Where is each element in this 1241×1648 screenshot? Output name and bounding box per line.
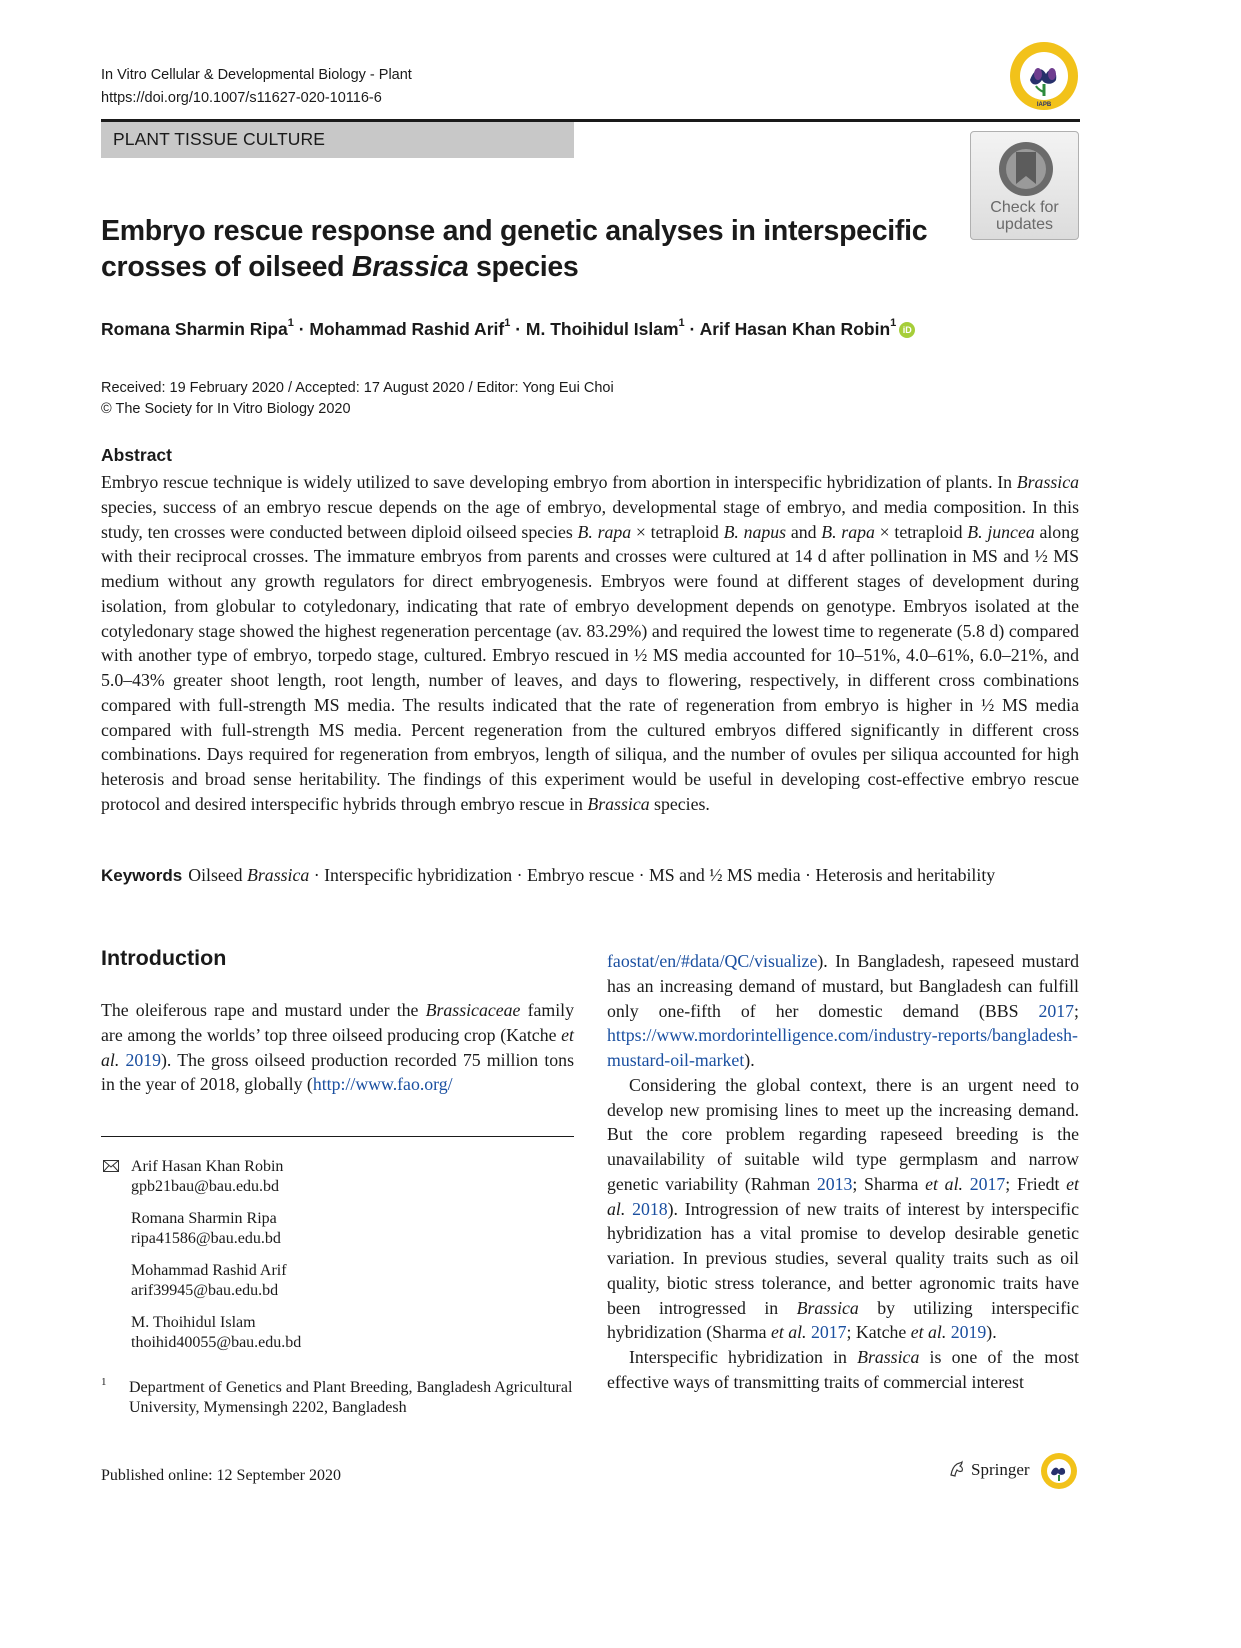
- contact-list: [131, 1157, 301, 1365]
- doi-link[interactable]: https://doi.org/10.1007/s11627-020-10116-6: [101, 90, 382, 106]
- abstract-italic: B. napus: [723, 521, 787, 542]
- body-text: family are among the worlds’ top three oilseed producing crop (Katche: [101, 1000, 574, 1045]
- abstract-text: × tetraploid: [631, 521, 724, 542]
- citation-link[interactable]: 2019: [950, 1322, 987, 1343]
- abstract-italic: Brassica: [587, 793, 650, 814]
- footnote-rule: [101, 1136, 574, 1137]
- author-affiliation: 1: [678, 317, 685, 329]
- author-list: Romana Sharmin Ripa$^1$ · Mohammad Rashid Arif$^1$ · M. Thoihidul Islam$^1$ · Arif Hasan Khan Robin$^1$iD: [101, 319, 915, 340]
- keyword-separator: ·: [309, 865, 325, 885]
- affiliation: Department of Genetics and Plant Breeding, Bangladesh Agricultural University, Mymensingh 2202, Bangladesh: [129, 1379, 573, 1416]
- keyword-separator: ·: [800, 865, 816, 885]
- abstract-text: species, success of an embryo rescue depends on the age of embryo, developmental stage of embryo, and media composition. In this study, ten crosses were conducted between diploid oilseed species: [101, 496, 1079, 542]
- abstract-text: and: [786, 521, 822, 542]
- body-italic: Brassicaceae: [425, 1000, 521, 1020]
- orcid-icon[interactable]: iD: [899, 322, 915, 338]
- citation-link[interactable]: 2017: [1038, 1000, 1075, 1021]
- body-text: ).: [744, 1050, 755, 1070]
- check-for-updates-badge[interactable]: [970, 131, 1079, 240]
- body-text: by utilizing interspecific hybridization (Sharma: [607, 1297, 1079, 1343]
- crossmark-icon: [997, 140, 1055, 198]
- contact-email[interactable]: arif39945@bau.edu.bd: [131, 1282, 279, 1299]
- body-text: is one of the most effective ways of transmitting traits of commercial interest: [607, 1347, 1079, 1392]
- author-affiliation: 1: [287, 317, 294, 329]
- iapb-logo: [1008, 40, 1080, 112]
- body-italic: Brassica: [857, 1347, 920, 1367]
- body-italic: et al.: [925, 1173, 963, 1194]
- body-text: ; Friedt: [1005, 1173, 1067, 1194]
- abstract-heading: Abstract: [101, 445, 172, 465]
- paragraph: [607, 949, 1079, 1073]
- fao-link[interactable]: http://www.fao.org/: [312, 1074, 453, 1095]
- body-text: The oleiferous rape and mustard under the: [101, 1000, 426, 1020]
- journal-header: [101, 64, 412, 110]
- citation-link[interactable]: 2017: [969, 1173, 1006, 1194]
- keyword: Embryo rescue: [527, 865, 635, 885]
- paragraph: [607, 1073, 1079, 1345]
- check-updates-line2: updates: [996, 216, 1053, 233]
- body-text: ).: [986, 1322, 997, 1343]
- contact-name: Romana Sharmin Ripa: [131, 1210, 277, 1227]
- contact-item: [131, 1209, 301, 1249]
- body-text: ). Introgression of new traits of interest by interspecific hybridization has a vital promise to develop desirable genetic variation. In previous studies, several quality traits such as oil quality, biotic stress tolerance, and better agronomic traits have been introgressed in: [607, 1198, 1079, 1318]
- author-name[interactable]: Arif Hasan Khan Robin: [699, 319, 891, 339]
- keyword: Heterosis and heritability: [815, 865, 996, 885]
- body-italic: et al.: [607, 1173, 1079, 1219]
- contact-email[interactable]: gpb21bau@bau.edu.bd: [131, 1178, 280, 1195]
- contact-email[interactable]: thoihid40055@bau.edu.bd: [131, 1334, 302, 1351]
- check-updates-line1: Check for: [990, 199, 1059, 216]
- keywords: [101, 865, 995, 886]
- contact-item: [131, 1157, 301, 1197]
- published-date: Published online: 12 September 2020: [101, 1467, 341, 1484]
- keyword: MS and ½ MS media: [648, 865, 801, 885]
- introduction-left-column: [101, 998, 574, 1097]
- author-name[interactable]: M. Thoihidul Islam: [525, 319, 679, 339]
- abstract-text: along with their reciprocal crosses. The immature embryos from parents and crosses were cultured at 14 d after pollination in MS and ½ MS medium without any growth regulators for direct embryogenesis. Embryos were found at different stages of development during isolation, from globular to cotyledonary, indicating that rate of embryo development depends on genotype. Embryos isolated at the cotyledonary stage showed the highest regeneration percentage (av. 83.29%) and required the lowest time to regenerate (5.8 d) compared with another type of embryo, torpedo stage, cultured. Embryo rescued in ½ MS media accounted for 10–51%, 4.0–61%, 6.0–21%, and 5.0–43% greater shoot length, root length, number of leaves, and days to flowering, respectively, in different cross combinations compared with full-strength MS media. The results indicated that the rate of regeneration from embryo is higher in ½ MS media compared with full-strength MS media. Percent regeneration from the cultured embryos differed significantly in different cross combinations. Days required for regeneration from embryos, length of siliqua, and the number of ovules per siliqua accounted for high heterosis and broad sense heritability. The findings of this experiment would be useful in developing cost-effective embryo rescue protocol and desired interspecific hybrids through embryo rescue in: [101, 521, 1079, 814]
- keyword-separator: ·: [634, 865, 649, 885]
- citation-link[interactable]: 2013: [816, 1173, 853, 1194]
- introduction-heading: Introduction: [101, 946, 227, 970]
- abstract-body: [101, 470, 1079, 817]
- copyright-icon: ©: [101, 401, 112, 417]
- body-italic: et al.: [910, 1322, 947, 1343]
- title-part1: Embryo rescue response and genetic analyses in interspecific crosses of oilseed: [101, 215, 928, 283]
- body-italic: et al.: [770, 1322, 807, 1343]
- iapb-small-logo: [1040, 1452, 1078, 1490]
- body-text: ). The gross oilseed production recorded 75 million tons in the year of 2018, globally (: [101, 1049, 574, 1095]
- author-affiliation: 1: [504, 317, 511, 329]
- keyword: Interspecific hybridization: [324, 865, 513, 885]
- title-part2: species: [468, 251, 579, 283]
- abstract-text: species.: [649, 793, 710, 814]
- introduction-right-column: [607, 949, 1079, 1395]
- body-text: ;: [1074, 1000, 1079, 1021]
- contact-name: Mohammad Rashid Arif: [131, 1262, 287, 1279]
- body-italic: et al.: [101, 1024, 574, 1070]
- contact-item: [131, 1313, 301, 1353]
- article-dates: [101, 378, 614, 420]
- keywords-label: Keywords: [101, 866, 183, 885]
- iapb-logo-text: IAPB: [1036, 102, 1052, 108]
- abstract-italic: Brassica: [1016, 472, 1079, 492]
- contact-item: [131, 1261, 301, 1301]
- citation-link[interactable]: 2018: [632, 1198, 668, 1219]
- journal-name: In Vitro Cellular & Developmental Biology - Plant: [101, 67, 412, 83]
- keyword-text: Oilseed: [188, 865, 248, 885]
- abstract-italic: B. rapa: [577, 521, 632, 542]
- citation-link[interactable]: 2017: [810, 1322, 847, 1343]
- article-title: [101, 213, 971, 285]
- section-tag: [101, 122, 574, 158]
- copyright-text: The Society for In Vitro Biology 2020: [115, 401, 351, 417]
- springer-brand: [948, 1460, 1030, 1480]
- mordor-link[interactable]: https://www.mordorintelligence.com/industry-reports/bangladesh-mustard-oil-market: [607, 1025, 1078, 1070]
- springer-label: Springer: [971, 1460, 1030, 1479]
- abstract-italic: B. juncea: [967, 521, 1035, 542]
- author-affiliation: 1: [890, 317, 897, 329]
- fao-link-continued[interactable]: faostat/en/#data/QC/visualize: [607, 951, 818, 971]
- author-name[interactable]: Romana Sharmin Ripa: [101, 319, 288, 339]
- abstract-italic: B. rapa: [821, 521, 875, 542]
- keyword-italic: Brassica: [247, 865, 310, 885]
- keyword-separator: ·: [512, 865, 527, 885]
- body-text: ). In Bangladesh, rapeseed mustard has an increasing demand of mustard, but Bangladesh can fulfill only one-fifth of her domestic demand (BBS: [607, 951, 1079, 1021]
- abstract-text: × tetraploid: [874, 521, 968, 542]
- springer-horse-icon: [948, 1460, 966, 1478]
- abstract-text: Embryo rescue technique is widely utilized to save developing embryo from abortion in interspecific hybridization of plants. In: [101, 472, 1017, 492]
- keyword: [188, 865, 309, 885]
- body-italic: Brassica: [796, 1297, 859, 1318]
- contact-email[interactable]: ripa41586@bau.edu.bd: [131, 1230, 281, 1247]
- body-text: Interspecific hybridization in: [629, 1347, 858, 1367]
- envelope-icon: [103, 1160, 119, 1172]
- body-text: Considering the global context, there is an urgent need to develop new promising lines to meet up the increasing demand. But the core problem regarding rapeseed breeding is the unavailability of suitable wild type germplasm and narrow genetic variability (Rahman: [607, 1074, 1079, 1194]
- received-accepted: Received: 19 February 2020 / Accepted: 17 August 2020 / Editor: Yong Eui Choi: [101, 380, 614, 396]
- body-text: ; Sharma: [852, 1173, 926, 1194]
- affiliation-number: 1: [101, 1376, 107, 1388]
- contact-name: Arif Hasan Khan Robin: [131, 1158, 284, 1175]
- title-italic: Brassica: [351, 251, 469, 283]
- paragraph: [607, 1345, 1079, 1395]
- author-name[interactable]: Mohammad Rashid Arif: [309, 319, 505, 339]
- contact-name: M. Thoihidul Islam: [131, 1314, 256, 1331]
- body-text: ; Katche: [846, 1322, 911, 1343]
- citation-link[interactable]: 2019: [125, 1049, 162, 1070]
- section-label: PLANT TISSUE CULTURE: [113, 129, 326, 149]
- copyright-line: [101, 399, 614, 420]
